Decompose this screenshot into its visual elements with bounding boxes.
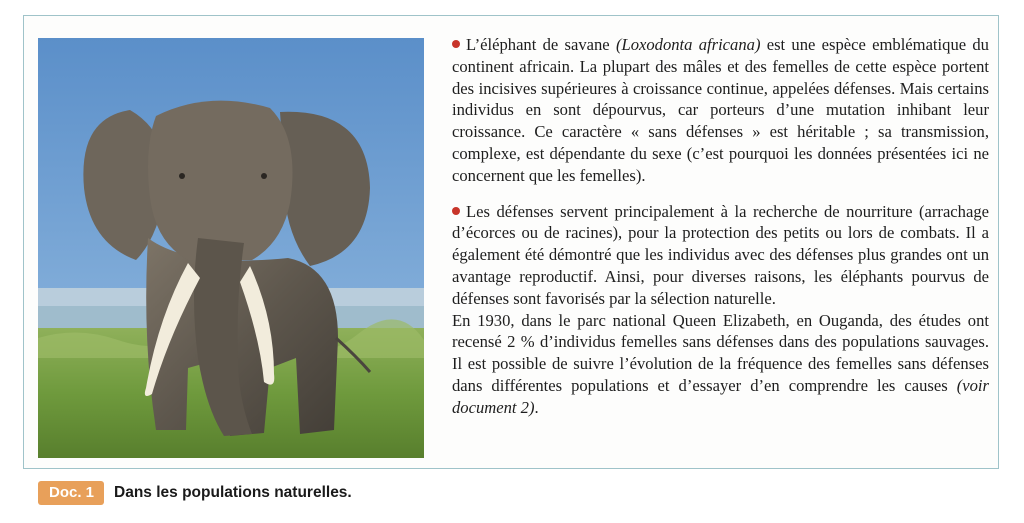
doc-label-badge: Doc. 1 xyxy=(38,481,104,505)
bullet-icon xyxy=(452,40,460,48)
paragraph-3-end: . xyxy=(534,397,539,417)
paragraph-1-text-end: est une espèce emblématique du continent africain. La plupart des mâles et des femelles de cette espèce portent des incisives supérieures à croissance continue, appelées défenses. Mais certains individus en sont dépourvus, car porteurs d’une mutation inhibant leur croissance. Ce caractère « sans défenses » est héritable ; sa transmission, complexe, est dépendante du sexe (c’est pourquoi les données présentées ici ne concernent que les femelles). xyxy=(452,35,989,185)
paragraph-3-text: En 1930, dans le parc national Queen Elizabeth, en Ouganda, des études ont recensé 2 % d’individus femelles sans défenses dans des populations sauvages. Il est possible de suivre l’évolution de la fréquence des femelles sans défenses dans différentes populations et d’essayer d’en comprendre les causes xyxy=(452,310,989,395)
paragraph-1-text-start: L’éléphant de savane xyxy=(466,35,616,54)
elephant-photo xyxy=(38,38,424,458)
text-column xyxy=(452,34,989,419)
species-name: (Loxodonta africana) xyxy=(615,35,761,54)
paragraph-3 xyxy=(452,310,989,419)
paragraph-2-text: Les défenses servent principalement à la recherche de nourriture (arrachage d’écorces ou de racines), pour la protection des petits ou lors de combats. Il a également été démontré que les individus avec des défenses plus grandes ont un avantage reproductif. Ainsi, pour diverses raisons, les éléphants pourvus de défenses sont favorisés par la sélection naturelle. xyxy=(452,201,989,308)
paragraph-2 xyxy=(452,201,989,310)
elephant-illustration xyxy=(38,38,424,458)
figure-caption xyxy=(38,481,352,505)
caption-title: Dans les populations naturelles. xyxy=(114,484,352,501)
paragraph-1 xyxy=(452,34,989,187)
bullet-icon xyxy=(452,207,460,215)
document-reference: (voir document 2) xyxy=(452,375,989,417)
